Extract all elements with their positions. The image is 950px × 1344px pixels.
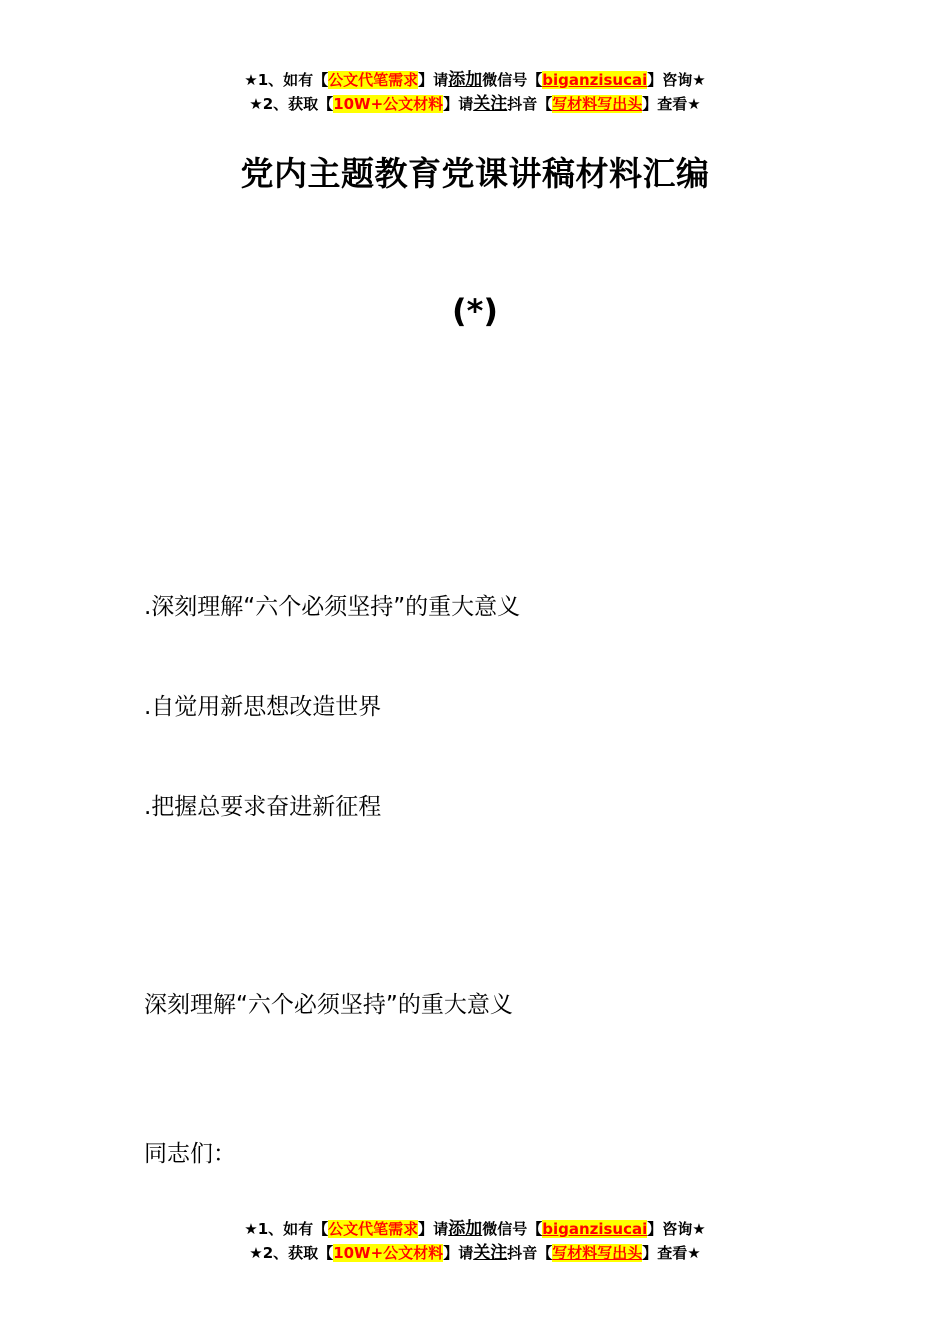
promo-text: 抖音【 [507,1244,553,1262]
bottom-promo-banner [0,1217,950,1265]
document-marker: (*) [452,292,498,330]
promo-text: 微信号【 [482,71,543,89]
promo-text: 】查看★ [642,1244,701,1262]
promo-text: 微信号【 [482,1220,543,1238]
promo-text: 】请 [443,95,474,113]
promo-highlight-douyin: 写材料写出头 [552,1244,643,1262]
section-heading: 深刻理解“六个必须坚持”的重大意义 [144,992,513,1018]
promo-text: 】请 [443,1244,474,1262]
promo-emphasis-add: 添加 [448,1219,483,1239]
promo-text: ★1、如有【 [244,71,329,89]
promo-text: 】查看★ [642,95,701,113]
promo-text: 抖音【 [507,95,553,113]
promo-highlight-service: 公文代笔需求 [328,71,419,89]
promo-text: 】请 [418,71,449,89]
promo-highlight-douyin: 写材料写出头 [552,95,643,113]
toc-item: .把握总要求奋进新征程 [144,794,382,820]
promo-text: ★1、如有【 [244,1220,329,1238]
promo-emphasis-follow: 关注 [473,94,508,114]
promo-line-2 [0,1241,950,1265]
promo-text: ★2、获取【 [249,95,334,113]
promo-text: 】咨询★ [647,1220,706,1238]
promo-highlight-materials: 10W+公文材料 [333,1244,444,1262]
toc-item: .深刻理解“六个必须坚持”的重大意义 [144,594,521,620]
promo-text: ★2、获取【 [249,1244,334,1262]
promo-text: 】咨询★ [647,71,706,89]
promo-highlight-wechat-id: biganzisucai [542,71,648,89]
toc-item: .自觉用新思想改造世界 [144,694,382,720]
salutation: 同志们： [144,1141,236,1167]
promo-highlight-wechat-id: biganzisucai [542,1220,648,1238]
top-promo-banner [0,68,950,116]
promo-highlight-service: 公文代笔需求 [328,1220,419,1238]
promo-line-1 [0,1217,950,1241]
promo-emphasis-follow: 关注 [473,1243,508,1263]
promo-highlight-materials: 10W+公文材料 [333,95,444,113]
promo-emphasis-add: 添加 [448,70,483,90]
promo-text: 】请 [418,1220,449,1238]
promo-line-1 [0,68,950,92]
promo-line-2 [0,92,950,116]
document-title: 党内主题教育党课讲稿材料汇编 [240,154,710,193]
